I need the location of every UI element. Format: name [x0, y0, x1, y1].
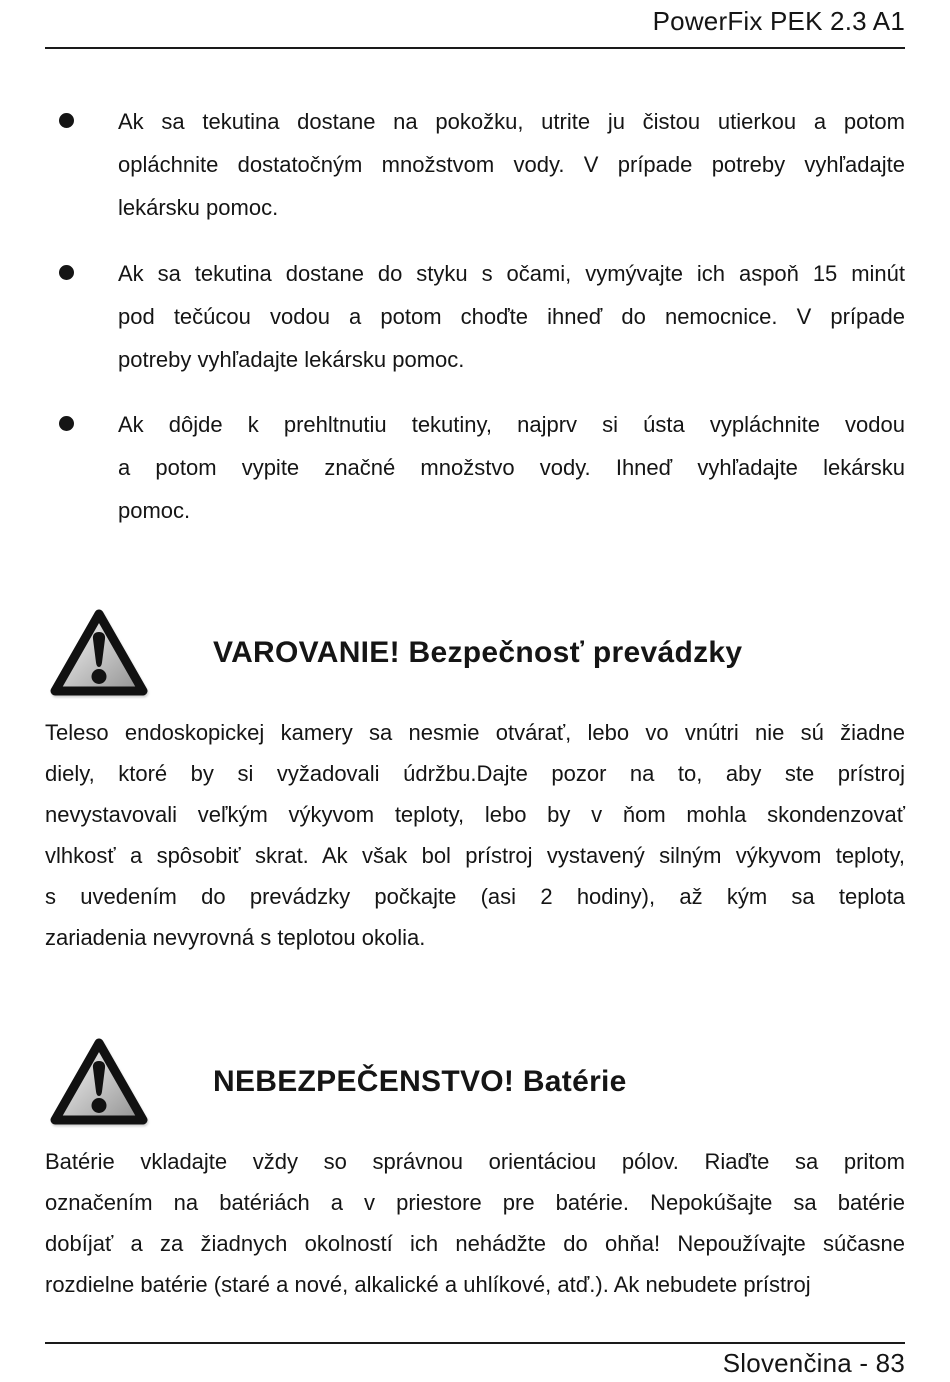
text-line: potreby vyhľadajte lekársku pomoc. [118, 347, 465, 372]
bullet-item [45, 403, 905, 532]
text-line: s uvedením do prevádzky počkajte (asi 2 hodiny), až kým sa teplota [45, 884, 905, 909]
page-number: Slovenčina - 83 [722, 1348, 905, 1378]
text-line: označením na batériách a v priestore pre batérie. Nepokúšajte sa batérie [45, 1190, 905, 1215]
text-line: rozdielne batérie (staré a nové, alkalické a uhlíkové, atď.). Ak nebudete prístroj [45, 1272, 811, 1297]
bullet-text [118, 100, 905, 229]
text-line: nevystavovali veľkým výkyvom teploty, lebo by v ňom mohla skondenzovať [45, 802, 905, 827]
text-line: Teleso endoskopickej kamery sa nesmie otvárať, lebo vo vnútri nie sú žiadne [45, 720, 905, 745]
text-line: Ak dôjde k prehltnutiu tekutiny, najprv si ústa vypláchnite vodou [118, 412, 905, 437]
text-line: zariadenia nevyrovná s teplotou okolia. [45, 925, 426, 950]
text-line: dobíjať a za žiadnych okolností ich nehádžte do ohňa! Nepoužívajte súčasne [45, 1231, 905, 1256]
bullet-dot-icon [59, 265, 74, 280]
text-line: opláchnite dostatočným množstvom vody. V prípade potreby vyhľadajte [118, 152, 905, 177]
bullet-text [118, 252, 905, 381]
bullet-dot-icon [59, 416, 74, 431]
text-line: a potom vypite značné množstvo vody. Ihneď vyhľadajte lekársku [118, 455, 905, 480]
section-paragraph [45, 712, 905, 958]
page-header-title: PowerFix PEK 2.3 A1 [652, 6, 905, 36]
header-rule [45, 47, 905, 49]
bullet-dot-icon [59, 113, 74, 128]
text-line: Ak sa tekutina dostane na pokožku, utrite ju čistou utierkou a potom [118, 109, 905, 134]
section-heading: NEBEZPEČENSTVO! Batérie [213, 1065, 627, 1098]
bullet-text [118, 403, 905, 532]
text-line: Batérie vkladajte vždy so správnou orientáciou pólov. Riaďte sa pritom [45, 1149, 905, 1174]
text-line: pod tečúcou vodou a potom choďte ihneď do nemocnice. V prípade [118, 304, 905, 329]
section-heading: VAROVANIE! Bezpečnosť prevádzky [213, 636, 743, 669]
text-line: lekársku pomoc. [118, 195, 279, 220]
text-line: pomoc. [118, 498, 191, 523]
footer-rule [45, 1342, 905, 1344]
text-line: Ak sa tekutina dostane do styku s očami, vymývajte ich aspoň 15 minút [118, 261, 905, 286]
text-line: vlhkosť a spôsobiť skrat. Ak však bol prístroj vystavený silným výkyvom teploty, [45, 843, 905, 868]
text-line: diely, ktoré by si vyžadovali údržbu.Dajte pozor na to, aby ste prístroj [45, 761, 905, 786]
bullet-item [45, 252, 905, 381]
warning-triangle-icon [49, 606, 149, 700]
warning-section-header [45, 1035, 627, 1129]
bullet-item [45, 100, 905, 229]
section-paragraph [45, 1141, 905, 1305]
warning-section-header [45, 606, 742, 700]
warning-triangle-icon [49, 1035, 149, 1129]
